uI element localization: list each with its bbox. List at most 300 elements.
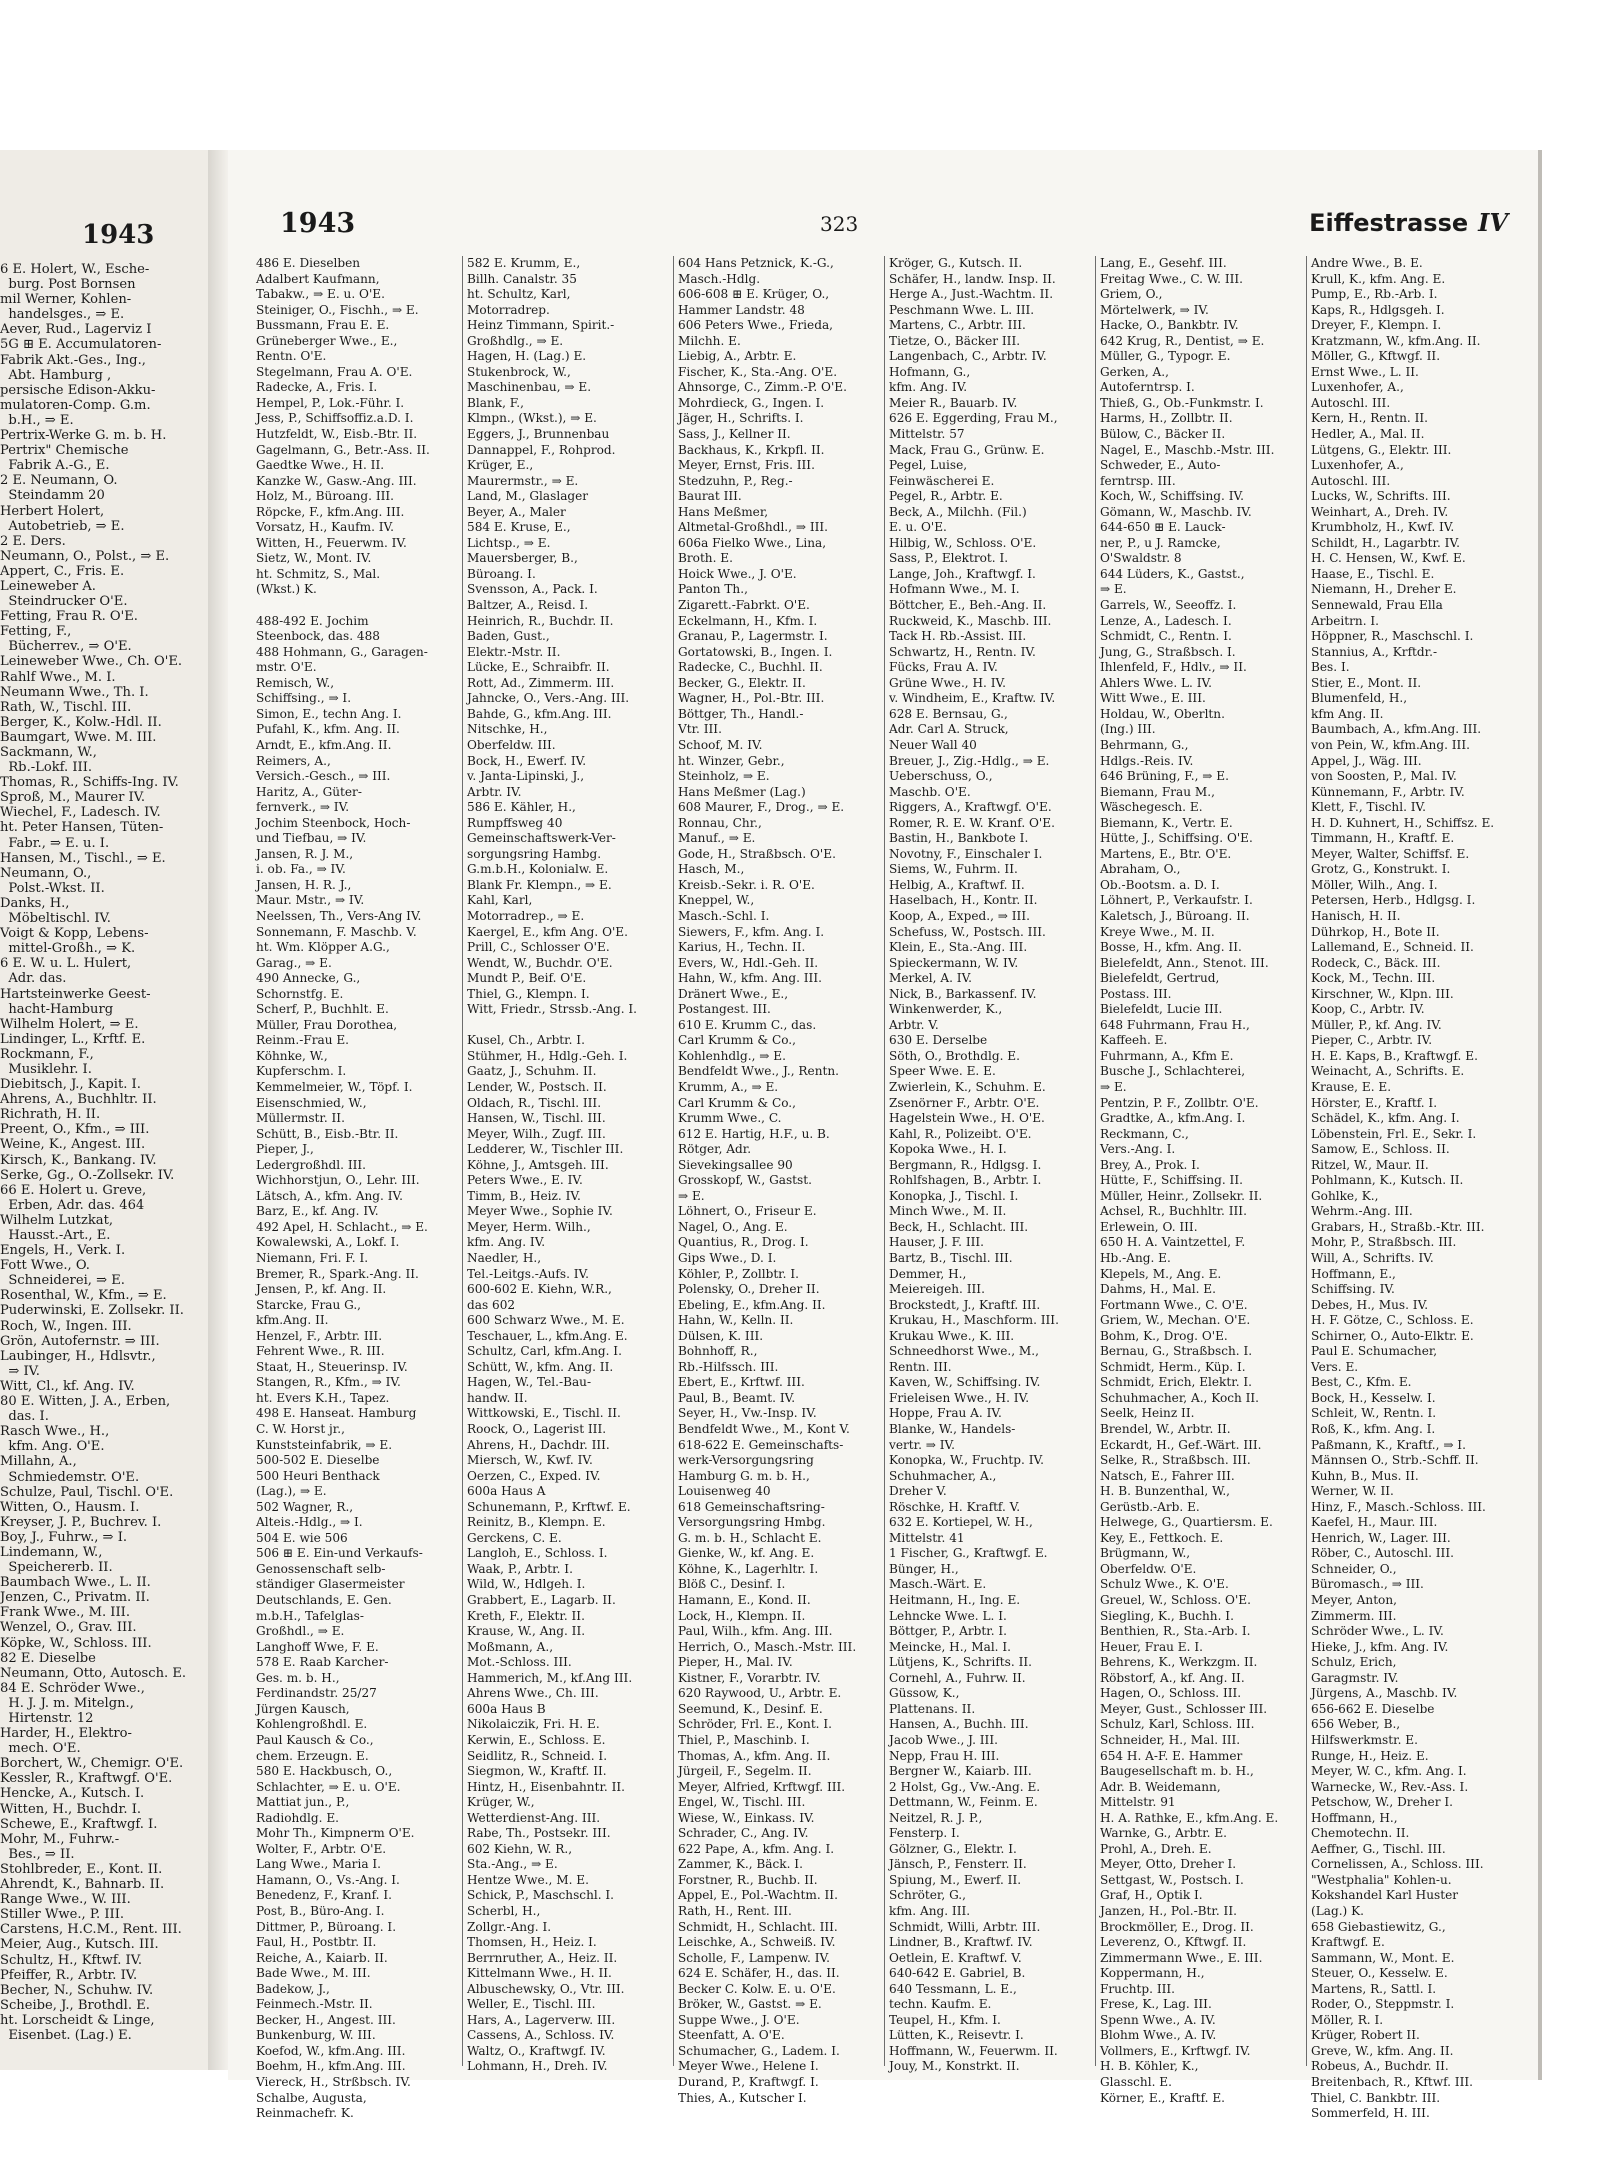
directory-entry: Janzen, H., Pol.-Btr. II. — [1100, 1903, 1237, 1918]
directory-entry: Jung, G., Straßbsch. I. — [1100, 644, 1236, 659]
directory-entry: 644 Lüders, K., Gastst., — [1100, 566, 1245, 581]
directory-entry: Seidlitz, R., Schneid. I. — [467, 1748, 608, 1763]
directory-entry: 656 Weber, B., — [1311, 1717, 1401, 1732]
directory-entry: Hütte, J., Schiffsing. O'E. — [1100, 831, 1253, 846]
directory-entry: Lätsch, A., kfm. Ang. IV. — [256, 1188, 403, 1203]
directory-entry: Maschb. O'E. — [889, 784, 971, 799]
directory-entry: Natsch, E., Fahrer III. — [1100, 1468, 1235, 1483]
directory-entry: Milchh. E. — [678, 333, 741, 348]
directory-entry: Hansen, W., Tischl. III. — [467, 1111, 606, 1126]
directory-entry: 630 E. Derselbe — [889, 1033, 988, 1048]
directory-entry: Langhoff Wwe, F. E. — [256, 1639, 379, 1654]
directory-entry: mstr. O'E. — [256, 660, 317, 675]
directory-entry: Hammer Landstr. 48 — [678, 302, 805, 317]
directory-entry: Schmidt, H., Schlacht. III. — [678, 1919, 838, 1934]
directory-entry: Krüger, Robert II. — [1311, 2028, 1420, 2043]
directory-entry: Oetlein, E. Kraftwf. V. — [889, 1950, 1022, 1965]
previous-page-line: H. J. J. m. Mitelgn., — [0, 1695, 134, 1711]
previous-page-line: mech. O'E. — [0, 1741, 81, 1757]
directory-entry: Kohlengroßhdl. E. — [256, 1717, 368, 1732]
directory-entry: Spenn Wwe., A. IV. — [1100, 2012, 1216, 2027]
previous-page-line: Adr. das. — [0, 971, 67, 987]
directory-entry: Stühmer, H., Hdlg.-Geh. I. — [467, 1048, 628, 1063]
directory-entry: Hb.-Ang. E. — [1100, 1251, 1171, 1265]
directory-entry: Martens, C., Arbtr. III. — [889, 318, 1026, 333]
directory-entry: 600 Schwarz Wwe., M. E. — [467, 1313, 625, 1328]
directory-entry: Kaefel, H., Maur. III. — [1311, 1515, 1438, 1530]
directory-entry: Hofmann Wwe., M. I. — [889, 582, 1020, 597]
directory-entry: Röbstorf, A., kf. Ang. II. — [1100, 1670, 1245, 1685]
directory-entry: Kock, M., Techn. III. — [1311, 971, 1436, 986]
directory-entry: Siegling, K., Buchh. I. — [1100, 1608, 1234, 1623]
directory-entry: Scherbl, H., — [467, 1903, 541, 1918]
previous-page-line: Preent, O., Kfm., ⇒ III. — [0, 1122, 150, 1138]
previous-page-line: 5G ⊞ E. Accumulatoren- — [0, 337, 162, 353]
directory-entry: Krüger, W., — [467, 1795, 535, 1810]
directory-entry: Lenze, A., Ladesch. I. — [1100, 613, 1232, 628]
directory-entry: Hentze Wwe., M. E. — [467, 1872, 589, 1887]
directory-entry: Haritz, A., Güter- — [256, 784, 362, 799]
directory-entry: Rodeck, C., Bäck. III. — [1311, 955, 1441, 970]
directory-entry: Konopka, W., Fruchtp. IV. — [889, 1453, 1044, 1468]
directory-entry: Warnke, G., Arbtr. E. — [1100, 1826, 1228, 1841]
previous-page-line: Möbeltischl. IV. — [0, 911, 111, 927]
directory-entry: Schalbe, Augusta, — [256, 2090, 367, 2105]
directory-entry: Großhdl., ⇒ E. — [256, 1624, 345, 1639]
directory-entry: Moßmann, A., — [467, 1639, 554, 1654]
directory-entry: Gode, H., Straßbsch. O'E. — [678, 846, 836, 861]
directory-entry: Breitenbach, R., Kftwf. III. — [1311, 2074, 1473, 2089]
directory-entry: Wagner, H., Pol.-Btr. III. — [678, 691, 825, 706]
directory-entry: Lang Wwe., Maria I. — [256, 1857, 382, 1872]
directory-entry: Debes, H., Mus. IV. — [1311, 1297, 1429, 1312]
directory-entry: Langenbach, C., Arbtr. IV. — [889, 349, 1047, 364]
previous-page-line: Thomas, R., Schiffs-Ing. IV. — [0, 775, 179, 791]
directory-entry: Pieper, C., Arbtr. IV. — [1311, 1033, 1433, 1048]
directory-entry: Peters Wwe., E. IV. — [467, 1173, 583, 1188]
directory-entry: Hans Meßmer (Lag.) — [678, 784, 806, 799]
directory-entry: Sonnemann, F. Maschb. V. — [256, 924, 417, 939]
directory-entry: Sass, J., Kellner II. — [678, 427, 791, 442]
directory-entry: Pieper, H., Mal. IV. — [678, 1655, 793, 1670]
directory-entry: Stegelmann, Frau A. O'E. — [256, 364, 413, 379]
directory-entry: Stukenbrock, W., — [467, 364, 571, 379]
directory-entry: Schirner, O., Auto-Elktr. E. — [1311, 1328, 1474, 1343]
previous-page-line: Eisenbet. (Lag.) E. — [0, 2027, 132, 2043]
directory-entry: Bröker, W., Gastst. ⇒ E. — [678, 1997, 822, 2012]
previous-page-line: 80 E. Witten, J. A., Erben, — [0, 1394, 171, 1410]
directory-entry: Ledergroßhdl. III. — [256, 1157, 367, 1172]
previous-page-line: Carstens, H.C.M., Rent. III. — [0, 1922, 182, 1938]
directory-entry: Feinwäscherei E. — [889, 473, 995, 488]
directory-entry: Baden, Gust., — [467, 629, 550, 644]
directory-entry: Panton Th., — [678, 582, 748, 597]
directory-entry: Arbtr. IV. — [467, 784, 522, 799]
directory-entry: Waak, P., Arbtr. I. — [467, 1561, 573, 1576]
previous-page-line: b.H., ⇒ E. — [0, 412, 74, 428]
directory-entry: Müller, G., Typogr. E. — [1100, 349, 1231, 364]
directory-entry: Grüne Wwe., H. IV. — [889, 675, 1006, 690]
directory-entry: Harms, H., Zollbtr. II. — [1100, 411, 1233, 426]
directory-entry: H. B. Köhler, K., — [1100, 2059, 1199, 2074]
directory-entry: ht. Winzer, Gebr., — [678, 753, 785, 768]
directory-entry: Jansen, R. J. M., — [256, 846, 354, 861]
directory-entry: Andre Wwe., B. E. — [1311, 256, 1423, 270]
directory-entry: Dülsen, K. III. — [678, 1328, 764, 1343]
directory-entry: Eisenschmied, W., — [256, 1095, 367, 1110]
directory-entry: Eggers, J., Brunnenbau — [467, 427, 610, 442]
directory-entry: 640 Tessmann, L. E., — [889, 1981, 1017, 1996]
directory-entry: Seyer, H., Vw.-Insp. IV. — [678, 1406, 817, 1421]
directory-entry: Klett, F., Tischl. IV. — [1311, 800, 1427, 815]
directory-entry: Bielefeldt, Gertrud, — [1100, 971, 1220, 986]
directory-entry: Schmidt, Herm., Küp. I. — [1100, 1359, 1246, 1374]
directory-entry: Klmpn., (Wkst.), ⇒ E. — [467, 411, 597, 426]
directory-entry: Hilfswerkmstr. E. — [1311, 1732, 1418, 1747]
directory-entry: Dührkop, H., Bote II. — [1311, 924, 1440, 939]
directory-entry: Weinhart, A., Dreh. IV. — [1311, 504, 1449, 519]
directory-entry: Dränert Wwe., E., — [678, 986, 789, 1001]
previous-page-line: Weine, K., Angest. III. — [0, 1137, 146, 1153]
directory-entry: Dittmer, P., Büroang. I. — [256, 1919, 397, 1934]
directory-entry: Achsel, R., Buchhltr. III. — [1100, 1204, 1247, 1219]
directory-entry: Langloh, E., Schloss. I. — [467, 1546, 608, 1561]
directory-entry: Grabars, H., Straßb.-Ktr. III. — [1311, 1219, 1485, 1234]
directory-entry: das 602 — [467, 1297, 516, 1312]
directory-entry: Hörster, E., Kraftf. I. — [1311, 1095, 1438, 1110]
directory-entry: 498 E. Hanseat. Hamburg — [256, 1406, 417, 1421]
previous-page-line: Diebitsch, J., Kapit. I. — [0, 1077, 141, 1093]
directory-entry: Busche J., Schlachterei, — [1100, 1064, 1246, 1079]
directory-entry: Nikolaiczik, Fri. H. E. — [467, 1717, 600, 1732]
directory-entry: Weller, E., Tischl. III. — [467, 1997, 596, 2012]
previous-page-line: Erben, Adr. das. 464 — [0, 1197, 145, 1213]
directory-entry: Lange, Joh., Kraftwgf. I. — [889, 566, 1036, 581]
directory-entry: Petersen, Herb., Hdlgsg. I. — [1311, 893, 1476, 908]
directory-entry: Becker, H., Angest. III. — [256, 2012, 396, 2027]
directory-entry: Mack, Frau G., Grünw. E. — [889, 442, 1045, 457]
previous-page-line: das. I. — [0, 1409, 49, 1425]
directory-entry: Hagen, H. (Lag.) E. — [467, 349, 587, 364]
directory-entry: werk-Versorgungsring — [678, 1453, 814, 1468]
directory-entry: Wehrm.-Ang. III. — [1311, 1204, 1413, 1219]
directory-entry: Tietze, O., Bäcker III. — [889, 333, 1021, 348]
page-edge — [1538, 150, 1542, 2080]
directory-entry: 604 Hans Petznick, K.-G., — [678, 256, 834, 270]
directory-entry: Naedler, H., — [467, 1251, 542, 1265]
directory-entry: Stangen, R., Kfm., ⇒ IV. — [256, 1375, 401, 1390]
directory-entry: Hoffmann, H., — [1311, 1810, 1398, 1825]
section-numeral: IV — [1478, 208, 1508, 237]
previous-page-line: Witt, Cl., kf. Ang. IV. — [0, 1378, 135, 1394]
directory-column — [467, 256, 653, 2074]
directory-entry: 600a Haus A — [467, 1484, 546, 1499]
directory-entry: Niemann, H., Dreher E. — [1311, 582, 1457, 597]
directory-entry: Gortatowski, B., Ingen. I. — [678, 644, 833, 659]
directory-entry: Arbtr. V. — [889, 1017, 939, 1032]
directory-entry: Tel.-Leitgs.-Aufs. IV. — [467, 1266, 590, 1281]
directory-entry: Thomas, A., kfm. Ang. II. — [678, 1748, 831, 1763]
directory-entry: Jacob Wwe., J. III. — [889, 1732, 998, 1747]
previous-page-line: Stohlbreder, E., Kont. II. — [0, 1861, 163, 1877]
directory-entry: Kemmelmeier, W., Töpf. I. — [256, 1079, 413, 1094]
previous-page-line: Sackmann, W., — [0, 745, 97, 760]
directory-entry: Herge A., Just.-Wachtm. II. — [889, 287, 1054, 302]
previous-page-line: Pertrix-Werke G. m. b. H. — [0, 428, 167, 444]
directory-entry: Cornehl, A., Fuhrw. II. — [889, 1670, 1026, 1685]
previous-page-line: Ahrens, A., Buchhltr. II. — [0, 1092, 157, 1108]
directory-entry: Möller, R. I. — [1311, 2012, 1384, 2027]
directory-entry: Gölzner, G., Elektr. I. — [889, 1841, 1017, 1856]
directory-entry: Greuel, W., Schloss. O'E. — [1100, 1593, 1251, 1608]
directory-entry: Schiffsing., ⇒ I. — [256, 691, 352, 706]
directory-column — [256, 256, 442, 2121]
directory-entry: Meiereigeh. III. — [889, 1282, 985, 1297]
directory-entry: Spiung, M., Ewerf. II. — [889, 1872, 1022, 1887]
directory-entry: Durand, P., Kraftwgf. I. — [678, 2074, 819, 2089]
directory-entry: Rabe, Th., Postsekr. III. — [467, 1826, 611, 1841]
directory-entry: Krull, K., kfm. Ang. E. — [1311, 271, 1446, 286]
directory-entry: Waltz, O., Kraftwgf. IV. — [467, 2043, 606, 2058]
directory-entry: C. W. Horst jr., — [256, 1422, 345, 1437]
directory-entry: Baurat III. — [678, 489, 742, 504]
directory-entry: Bade Wwe., M. III. — [256, 1966, 371, 1981]
directory-entry: 600-602 E. Kiehn, W.R., — [467, 1282, 612, 1297]
directory-entry: Steenfatt, A. O'E. — [678, 2028, 785, 2043]
directory-entry: Abraham, O., — [1100, 862, 1181, 877]
directory-entry: Bremer, R., Spark.-Ang. II. — [256, 1266, 419, 1281]
previous-page-line: 66 E. Holert u. Greve, — [0, 1182, 147, 1198]
directory-entry: Brügmann, W., — [1100, 1546, 1191, 1561]
directory-entry: Luxenhofer, A., — [1311, 458, 1404, 473]
directory-entry: Thies, A., Kutscher I. — [678, 2090, 807, 2105]
directory-entry: Köhler, P., Zollbtr. I. — [678, 1266, 799, 1281]
directory-entry: Versorgungsring Hmbg. — [678, 1515, 826, 1530]
directory-entry: Zigarett.-Fabrkt. O'E. — [678, 598, 810, 613]
previous-page-line: Neumann Wwe., Th. I. — [0, 684, 149, 700]
previous-page-line: Berger, K., Kolw.-Hdl. II. — [0, 714, 162, 730]
previous-page-line: Fetting, F., — [0, 624, 72, 640]
directory-entry: Blohm Wwe., A. IV. — [1100, 2028, 1217, 2043]
directory-entry: Elektr.-Mstr. II. — [467, 644, 561, 659]
directory-entry: Thieß, G., Ob.-Funkmstr. I. — [1100, 395, 1264, 410]
directory-entry: Heitmann, H., Ing. E. — [889, 1593, 1021, 1608]
directory-entry: Louisenweg 40 — [678, 1484, 771, 1499]
directory-entry: Hagen, W., Tel.-Bau- — [467, 1375, 592, 1390]
directory-entry: Adr. B. Weidemann, — [1100, 1779, 1221, 1794]
directory-entry: "Westphalia" Kohlen-u. — [1311, 1872, 1452, 1887]
street-name: Eiffestrasse — [1309, 209, 1469, 237]
directory-entry: Benedenz, F., Kranf. I. — [256, 1888, 392, 1903]
directory-entry: Lichtsp., ⇒ E. — [467, 535, 551, 550]
directory-entry: Deutschlands, E. Gen. — [256, 1593, 392, 1608]
directory-entry: Pohlmann, K., Kutsch. II. — [1311, 1173, 1464, 1188]
directory-entry: Mittelstr. 57 — [889, 427, 965, 442]
directory-entry: Ob.-Bootsm. a. D. I. — [1100, 877, 1220, 892]
previous-page-line: hacht-Hamburg — [0, 1001, 114, 1017]
directory-entry: Röschke, H. Kraftf. V. — [889, 1499, 1021, 1514]
directory-entry: Hempel, P., Lok.-Führ. I. — [256, 395, 405, 410]
directory-entry: Rb.-Hilfssch. III. — [678, 1359, 779, 1374]
directory-entry: Behrmann, G., — [1100, 737, 1189, 752]
previous-page-line: Rahlf Wwe., M. I. — [0, 669, 116, 685]
directory-entry: Hoffmann, W., Feuerwm. II. — [889, 2043, 1058, 2058]
directory-entry: Teschauer, L., kfm.Ang. E. — [467, 1328, 628, 1343]
previous-page-line: Richrath, H. II. — [0, 1107, 101, 1123]
directory-page — [228, 150, 1542, 2121]
directory-entry: Schmidt, Willi, Arbtr. III. — [889, 1919, 1041, 1934]
directory-entry: Neuer Wall 40 — [889, 737, 977, 752]
directory-entry: Schädel, K., kfm. Ang. I. — [1311, 1111, 1460, 1126]
directory-entry: Dettmann, W., Feinm. E. — [889, 1795, 1038, 1810]
directory-entry: Kunststeinfabrik, ⇒ E. — [256, 1437, 393, 1452]
directory-entry: Hamann, E., Kond. II. — [678, 1593, 811, 1608]
directory-entry: Evers, W., Hdl.-Geh. II. — [678, 955, 819, 970]
directory-entry: Suppe Wwe., J. O'E. — [678, 2012, 800, 2027]
previous-page-line: Schewe, E., Kraftwgf. I. — [0, 1816, 158, 1832]
directory-entry: Arbeitrn. I. — [1311, 613, 1380, 628]
directory-entry: Adalbert Kaufmann, — [256, 271, 380, 286]
directory-entry: Schulz, Karl, Schloss. III. — [1100, 1717, 1255, 1732]
directory-entry: Hoick Wwe., J. O'E. — [678, 566, 797, 581]
directory-entry: Leverenz, O., Kftwgf. II. — [1100, 1935, 1247, 1950]
directory-entry: Masch.-Hdlg. — [678, 271, 761, 286]
directory-entry: Sass, P., Elektrot. I. — [889, 551, 1009, 566]
directory-entry: Kratzmann, W., kfm.Ang. II. — [1311, 333, 1481, 348]
directory-entry: Wild, W., Hdlgeh. I. — [467, 1577, 586, 1592]
directory-entry: Kaffeeh. E. — [1100, 1033, 1168, 1048]
previous-page-line: Herbert Holert, — [0, 503, 105, 519]
directory-entry: 618-622 E. Gemeinschafts- — [678, 1437, 844, 1452]
directory-entry: Schröter, G., — [889, 1888, 966, 1903]
directory-entry: Ruckweid, K., Maschb. III. — [889, 613, 1052, 628]
directory-entry: Stedzuhn, P., Reg.- — [678, 473, 793, 488]
directory-entry: Mörtelwerk, ⇒ IV. — [1100, 302, 1209, 317]
directory-entry: Demmer, H., — [889, 1266, 967, 1281]
directory-entry: Gohlke, K., — [1311, 1188, 1379, 1203]
directory-entry: Postangest. III. — [678, 1002, 771, 1017]
directory-entry: Mohrdieck, G., Ingen. I. — [678, 395, 825, 410]
directory-entry: Spieckermann, W. IV. — [889, 955, 1019, 970]
directory-entry: Berrnruther, A., Heiz. II. — [467, 1950, 618, 1965]
directory-entry: Remisch, W., — [256, 675, 335, 690]
directory-entry: Griem, W., Mechan. O'E. — [1100, 1313, 1251, 1328]
directory-entry: Schefuss, W., Postsch. III. — [889, 924, 1046, 939]
directory-entry: Neitzel, R. J. P., — [889, 1810, 983, 1825]
directory-entry: Martens, E., Btr. O'E. — [1100, 846, 1232, 861]
directory-entry: Hutzfeldt, W., Eisb.-Btr. II. — [256, 427, 418, 442]
previous-page-line: Schulze, Paul, Tischl. O'E. — [0, 1484, 174, 1500]
directory-entry: 622 Pape, A., kfm. Ang. I. — [678, 1841, 835, 1856]
directory-entry: Leischke, A., Schweiß. IV. — [678, 1935, 836, 1950]
directory-entry: Hdlgs.-Reis. IV. — [1100, 753, 1194, 768]
directory-entry: 640-642 E. Gabriel, B. — [889, 1966, 1026, 1981]
directory-entry: Meyer, Otto, Dreher I. — [1100, 1857, 1237, 1872]
previous-page-line: Pertrix" Chemische — [0, 443, 129, 459]
directory-entry: Hagen, O., Schloss. III. — [1100, 1686, 1242, 1701]
directory-entry: Rohlfshagen, B., Arbtr. I. — [889, 1173, 1042, 1188]
directory-entry: Kröger, G., Kutsch. II. — [889, 256, 1023, 270]
directory-entry: Grotz, G., Konstrukt. I. — [1311, 862, 1451, 877]
directory-entry: Riggers, A., Kraftwgf. O'E. — [889, 800, 1052, 815]
previous-page-line: 2 E. Neumann, O. — [0, 473, 118, 489]
directory-entry: Polensky, O., Dreher II. — [678, 1282, 820, 1297]
directory-entry: Jess, P., Schiffsoffiz.a.D. I. — [256, 411, 414, 426]
previous-page-fragment — [0, 150, 211, 2070]
directory-entry: Wäschegesch. E. — [1100, 800, 1203, 815]
directory-entry: Ernst Wwe., L. II. — [1311, 364, 1419, 379]
directory-entry: Badekow, J., — [256, 1981, 330, 1996]
directory-entry: Kistner, F., Vorarbtr. IV. — [678, 1670, 821, 1685]
directory-entry: Adr. Carl A. Struck, — [889, 722, 1009, 737]
directory-entry: Hieke, J., kfm. Ang. IV. — [1311, 1639, 1449, 1654]
directory-entry: Schiffsing. IV. — [1311, 1282, 1395, 1297]
directory-entry: E. u. O'E. — [889, 520, 947, 535]
directory-entry: Dannappel, F., Rohprod. — [467, 442, 616, 457]
previous-page-line: Meier, Aug., Kutsch. III. — [0, 1937, 159, 1953]
previous-page-line: ht. Lorscheidt & Linge, — [0, 2012, 155, 2028]
directory-entry: Bock, H., Ewerf. IV. — [467, 753, 587, 768]
directory-entry: H. C. Hensen, W., Kwf. E. — [1311, 551, 1466, 566]
directory-entry: Greve, W., kfm. Ang. II. — [1311, 2043, 1454, 2058]
directory-entry: Meyer, W. C., kfm. Ang. I. — [1311, 1764, 1467, 1779]
directory-entry: Schneedhorst Wwe., M., — [889, 1344, 1039, 1359]
previous-page-line: Rasch Wwe., H., — [0, 1424, 110, 1440]
directory-entry: Hedler, A., Mal. II. — [1311, 427, 1425, 442]
directory-entry: Nitschke, H., — [467, 722, 548, 737]
directory-entry: Bes. I. — [1311, 660, 1350, 675]
directory-entry: Griem, O., — [1100, 287, 1163, 302]
directory-entry: Hamburg G. m. b. H., — [678, 1468, 810, 1483]
directory-entry: Vers. E. — [1311, 1359, 1359, 1374]
directory-entry: Sommerfeld, H. III. — [1311, 2106, 1430, 2121]
previous-page-line: Mohr, M., Fuhrw.- — [0, 1831, 120, 1847]
directory-entry: Baumbach, A., kfm.Ang. III. — [1311, 722, 1482, 737]
directory-entry: Schildt, H., Lagarbtr. IV. — [1311, 535, 1460, 550]
directory-entry: Mittelstr. 91 — [1100, 1795, 1176, 1810]
directory-entry: Hilbig, W., Schloss. O'E. — [889, 535, 1037, 550]
directory-entry: 1 Fischer, G., Kraftwgf. E. — [889, 1546, 1048, 1561]
directory-entry: Hagelstein Wwe., H. O'E. — [889, 1111, 1045, 1126]
directory-entry: 658 Giebastiewitz, G., — [1311, 1919, 1446, 1934]
directory-entry: O'Swaldstr. 8 — [1100, 551, 1182, 566]
directory-entry: Robeus, A., Buchdr. II. — [1311, 2059, 1449, 2074]
directory-entry: Oerzen, C., Exped. IV. — [467, 1468, 601, 1483]
directory-entry: Bohnhoff, R., — [678, 1344, 758, 1359]
directory-entry: Tack H. Rb.-Assist. III. — [889, 629, 1027, 644]
directory-entry: Faul, H., Postbtr. II. — [256, 1935, 377, 1950]
directory-entry: Paul, B., Beamt. IV. — [678, 1390, 796, 1405]
directory-entry: Best, C., Kfm. E. — [1311, 1375, 1412, 1390]
directory-entry: Dahms, H., Mal. E. — [1100, 1282, 1216, 1297]
page-year: 1943 — [280, 208, 356, 239]
directory-entry: Gerken, A., — [1100, 364, 1169, 379]
directory-entry: Radecke, A., Fris. I. — [256, 380, 378, 395]
previous-page-year: 1943 — [82, 220, 155, 250]
page-number: 323 — [820, 212, 859, 236]
directory-entry: Romer, R. E. W. Kranf. O'E. — [889, 815, 1055, 830]
directory-entry: Hütte, F., Schiffsing. II. — [1100, 1173, 1243, 1188]
directory-entry: Motorradrep., ⇒ E. — [467, 908, 585, 923]
previous-page-line: 82 E. Dieselbe — [0, 1650, 96, 1666]
previous-page-line: Fabrik Akt.-Ges., Ing., — [0, 352, 146, 368]
directory-entry: kfm. Ang. IV. — [467, 1235, 546, 1250]
directory-entry: Chemotechn. II. — [1311, 1826, 1410, 1841]
directory-entry: Steiniger, O., Fischh., ⇒ E. — [256, 302, 419, 317]
directory-entry: Fehrent Wwe., R. III. — [256, 1344, 385, 1359]
directory-entry: Hintz, H., Eisenbahntr. II. — [467, 1779, 625, 1794]
directory-entry: Henzel, F., Arbtr. III. — [256, 1328, 383, 1343]
